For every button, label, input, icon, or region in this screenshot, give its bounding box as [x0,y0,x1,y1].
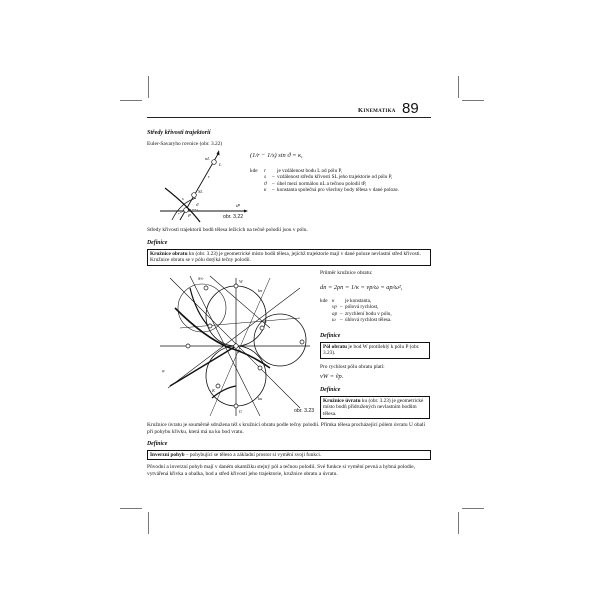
figure-caption: obr. 3.23 [294,408,315,414]
definition-label: Definice [320,333,341,339]
legend-row: vp – pólová rychlost, [332,304,379,311]
crop-mark [148,512,149,534]
definition-box: Pól obratu je bod W protilehlý k pólu P (obr. 3.23). [320,342,430,359]
definition-box: Kružnice úvratu ku (obr. 3.23) je geometrické místo bodů přidružených nevlastním bodům tělesa. [320,396,430,419]
point-SL [192,193,197,198]
label-r: r [208,174,210,179]
label-L: L [219,162,222,167]
label-theta: ϑ [196,202,199,207]
definition-label: Definice [320,387,341,393]
header-rule [147,117,431,118]
closing-text: Středy křivosti trajektorií bodů tělesa ležících na tečně polodií jsou v pólu. [147,227,308,233]
legend-row: ap – zrychlení bodu v pólu, [332,310,392,317]
legend-row: kde r je vzdálenost bodu L od pólu P, [250,168,343,174]
legend-row: ω – úhlová rychlost tělesa. [332,316,392,323]
legend-list [320,298,430,323]
crop-mark [458,76,459,98]
point-L [212,160,217,165]
label-K: K [212,388,216,393]
crop-mark [462,100,484,101]
label-kn: kn [258,288,263,293]
label-s: s [182,196,184,201]
crop-mark [120,508,142,509]
crop-mark [120,100,142,101]
definition-label: Definice [147,441,168,447]
definition-box: Kružnice obratu kn (obr. 3.23) je geometrické místo bodů tělesa, jejichž trajektorie mají v dané poloze nevlastní střed křivosti. Kružnice obratu se v pólu dotýká tečny polodií. [147,249,431,266]
label-SL: SL [198,189,203,194]
inflection-diameter-formula: dn = 2ρn = 1/κ = vp/ω = ap/ω², [320,284,403,291]
page-number: 89 [402,100,419,117]
body-paragraph: Původní a inverzní pohyb mají v daném okamžiku stejný pól a tečnou polodií. Své funkce si vymění pevná a hybná polodie, vytvářená křivka a obalka, bod a střed křivosti jeho trajektorie, kružnice obratu a úvratu. [147,464,415,477]
legend-list [250,168,440,193]
label-P: P [238,349,241,354]
label-S-inf: S∞ [198,276,204,281]
euler-savary-formula: (1/r − 1/s) sin ϑ = κ, [250,152,303,159]
crop-mark [458,512,459,534]
definition-label: Definice [147,240,168,246]
legend-row: s – vzdálenost středu křivosti SL jeho trajektorie od pólu P, [264,174,393,181]
pole-speed-intro: Pro rychlost pólu obratu platí: [320,364,385,370]
label-W: W [239,279,243,284]
pole-speed-formula: vW = ṽp. [320,373,344,380]
crop-mark [148,76,149,98]
normal-arrow [217,150,220,156]
running-header-title: Kinematika [358,107,396,114]
legend-row: κ – konstanta společná pro všechny body tělesa v dané poloze. [264,186,400,193]
label-tP: tP [236,203,240,208]
body-paragraph: Kružnice úvratu je souměrně sdružena též s kružnicí obratu podle tečny polodií. Přímka tělesa procházející pólem úvratu U obalí při pohybu křivku, která má na ku bod vratu. [147,422,425,435]
figure-caption: obr. 3.22 [223,214,244,220]
section-title: Středy křivosti trajektorií [147,129,211,136]
label-phi: φ [162,368,165,373]
crop-mark [462,508,484,509]
section-intro: Euler-Savaryho rovnice (obr. 3.22) [147,141,223,147]
right-circle [254,314,306,366]
legend-row: kde κ je konstanta, [320,298,372,304]
tangent-arrow [244,210,248,213]
definition-box: Inverzní pohyb – pohybující se těleso a základní prostor si vymění svoji funkci. [147,450,431,460]
point-P [184,208,189,213]
label-P: P [188,213,191,218]
label-nL: nL [205,156,210,161]
label-F: F [264,320,267,325]
legend-row: ϑ – úhel mezi normálou nL a tečnou polodií tP, [264,180,367,187]
label-U: U [239,409,243,414]
label-ku: ku [258,396,263,401]
section-intro: Průměr kružnice obratu: [320,270,373,276]
figure-3-23 [150,268,318,420]
